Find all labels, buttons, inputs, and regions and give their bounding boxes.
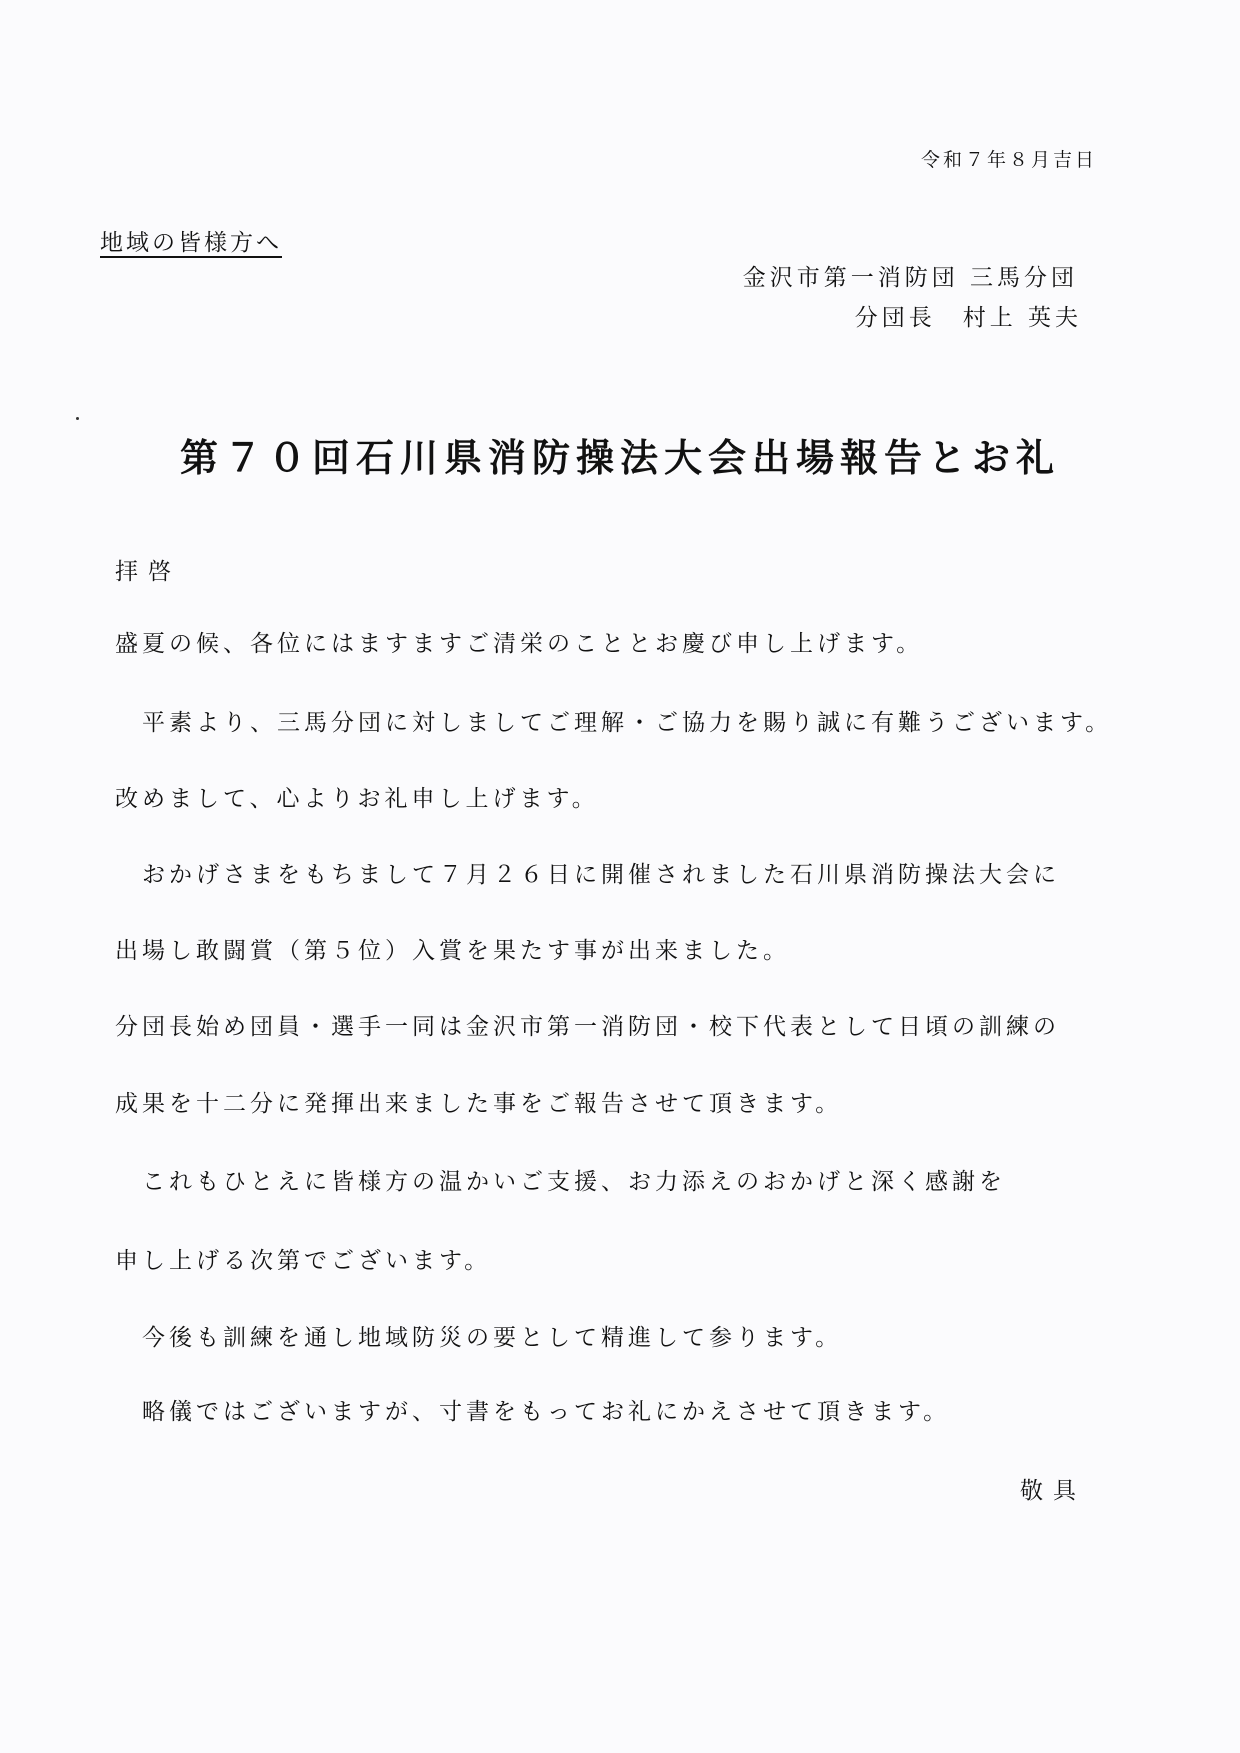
closing-salutation: 敬具 [1020, 1478, 1086, 1504]
body-line: 盛夏の候、各位にはますますご清栄のこととお慶び申し上げます。 [115, 631, 924, 657]
sender-name: 分団長 村上 英夫 [854, 305, 1082, 331]
letter-title: 第７０回石川県消防操法大会出場報告とお礼 [179, 435, 1060, 480]
body-line: 略儀ではございますが、寸書をもってお礼にかえさせて頂きます。 [115, 1399, 951, 1425]
body-line: 改めまして、心よりお礼申し上げます。 [115, 786, 599, 812]
body-line: 今後も訓練を通し地域防災の要として精進して参ります。 [115, 1325, 843, 1351]
body-line: 平素より、三馬分団に対しましてご理解・ご協力を賜り誠に有難うございます。 [115, 710, 1113, 736]
opening-salutation: 拝啓 [115, 559, 181, 585]
body-line: おかげさまをもちまして７月２６日に開催されました石川県消防操法大会に [115, 862, 1060, 888]
body-line: 成果を十二分に発揮出来ました事をご報告させて頂きます。 [115, 1091, 843, 1117]
letter-date: 令和７年８月吉日 [920, 149, 1097, 171]
body-line: 出場し敢闘賞（第５位）入賞を果たす事が出来ました。 [115, 938, 790, 964]
body-line: 分団長始め団員・選手一同は金沢市第一消防団・校下代表として日頃の訓練の [115, 1014, 1060, 1040]
recipient-line: 地域の皆様方へ [100, 230, 282, 256]
paper-speck [76, 417, 79, 420]
body-line: 申し上げる次第でございます。 [115, 1248, 492, 1274]
body-line: これもひとえに皆様方の温かいご支援、お力添えのおかげと深く感謝を [115, 1169, 1006, 1195]
sender-organization: 金沢市第一消防団 三馬分団 [742, 265, 1078, 291]
